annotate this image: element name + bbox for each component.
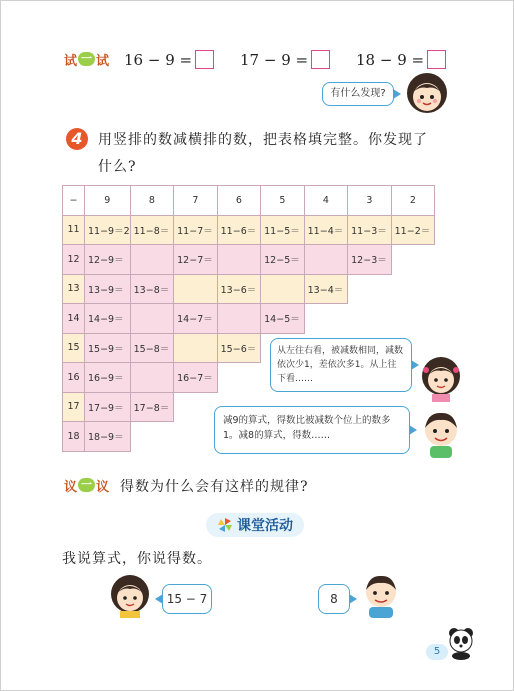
table-cell: 11−2＝ bbox=[391, 215, 435, 245]
equation-1 bbox=[124, 50, 214, 69]
discover-bubble-text: 有什么发现? bbox=[330, 88, 386, 99]
table-row bbox=[63, 304, 435, 334]
table-cell: 16−7＝ bbox=[174, 363, 218, 393]
row-header: 13 bbox=[63, 274, 85, 304]
page-number bbox=[426, 644, 448, 660]
blank-space bbox=[348, 304, 392, 334]
discuss-text: 得数为什么会有这样的规律? bbox=[120, 479, 309, 495]
table-row bbox=[63, 245, 435, 275]
equation-3-text: 18 − 9 = bbox=[356, 50, 425, 69]
table-cell: 12−3＝ bbox=[348, 245, 392, 275]
table-cell: 18−9＝ bbox=[85, 422, 131, 452]
try-badge bbox=[62, 50, 111, 68]
table-cell: 11−9＝2 bbox=[85, 215, 131, 245]
answer-box-3[interactable] bbox=[427, 50, 446, 69]
discuss-badge-mid: 一 bbox=[78, 478, 95, 492]
empty-cell[interactable] bbox=[174, 333, 218, 363]
empty-cell[interactable] bbox=[130, 304, 174, 334]
try-badge-right: 试 bbox=[96, 53, 110, 69]
girl-speech-bubble bbox=[270, 338, 412, 392]
empty-cell[interactable] bbox=[174, 274, 218, 304]
table-cell: 11−5＝ bbox=[261, 215, 305, 245]
col-header: 9 bbox=[85, 186, 131, 216]
table-cell: 14−9＝ bbox=[85, 304, 131, 334]
girl-avatar-middle bbox=[420, 356, 462, 402]
discuss-badge-left: 议 bbox=[64, 479, 78, 495]
empty-cell[interactable] bbox=[304, 245, 348, 275]
col-header: 7 bbox=[174, 186, 218, 216]
blank-space bbox=[391, 274, 435, 304]
blank-space bbox=[391, 304, 435, 334]
empty-cell[interactable] bbox=[130, 245, 174, 275]
boy-speech-bubble bbox=[214, 406, 410, 454]
col-header: 6 bbox=[217, 186, 261, 216]
table-cell: 13−8＝ bbox=[130, 274, 174, 304]
table-cell: 12−9＝ bbox=[85, 245, 131, 275]
table-corner: − bbox=[63, 186, 85, 216]
blank-space bbox=[391, 245, 435, 275]
row-header: 14 bbox=[63, 304, 85, 334]
blank-space bbox=[174, 422, 218, 452]
discover-bubble bbox=[322, 82, 394, 106]
table-cell: 13−6＝ bbox=[217, 274, 261, 304]
blank-space bbox=[304, 304, 348, 334]
row-header: 17 bbox=[63, 392, 85, 422]
discuss-badge bbox=[62, 476, 111, 494]
table-cell: 17−9＝ bbox=[85, 392, 131, 422]
blank-space bbox=[217, 363, 261, 393]
table-row bbox=[63, 215, 435, 245]
girl-avatar-top bbox=[406, 72, 448, 114]
problem-number: 4 bbox=[71, 129, 83, 148]
table-cell: 14−5＝ bbox=[261, 304, 305, 334]
class-activity-title: 课堂活动 bbox=[237, 518, 293, 534]
equation-2-text: 17 − 9 = bbox=[240, 50, 309, 69]
table-cell: 11−6＝ bbox=[217, 215, 261, 245]
table-cell: 12−5＝ bbox=[261, 245, 305, 275]
table-cell: 15−8＝ bbox=[130, 333, 174, 363]
col-header: 8 bbox=[130, 186, 174, 216]
table-cell: 15−6＝ bbox=[217, 333, 261, 363]
problem-text-line2: 什么? bbox=[98, 159, 137, 175]
class-activity-heading bbox=[206, 513, 304, 537]
panda-icon bbox=[446, 626, 476, 660]
table-cell: 13−9＝ bbox=[85, 274, 131, 304]
boy-avatar-middle bbox=[420, 408, 462, 458]
girl-avatar-bottom bbox=[108, 574, 152, 618]
row-header: 12 bbox=[63, 245, 85, 275]
blank-space bbox=[174, 392, 218, 422]
table-row bbox=[63, 274, 435, 304]
equation-2 bbox=[240, 50, 330, 69]
table-cell: 17−8＝ bbox=[130, 392, 174, 422]
equation-3 bbox=[356, 50, 446, 69]
table-header-row bbox=[63, 186, 435, 216]
col-header: 4 bbox=[304, 186, 348, 216]
problem-text-line1: 用竖排的数减横排的数，把表格填完整。你发现了 bbox=[98, 132, 428, 148]
pinwheel-icon bbox=[217, 517, 233, 533]
table-cell: 12−7＝ bbox=[174, 245, 218, 275]
girl-speech-text: 从左往右看，被减数相同，减数依次少1，差依次多1。从上往下看…… bbox=[277, 346, 404, 384]
discuss-badge-right: 议 bbox=[96, 479, 110, 495]
try-badge-left: 试 bbox=[64, 53, 78, 69]
activity-instruction: 我说算式，你说得数。 bbox=[62, 551, 212, 567]
page-number-text: 5 bbox=[433, 646, 441, 657]
equation-1-text: 16 − 9 = bbox=[124, 50, 193, 69]
table-cell: 11−7＝ bbox=[174, 215, 218, 245]
answer-box-1[interactable] bbox=[195, 50, 214, 69]
answer-text: 8 bbox=[330, 592, 338, 606]
empty-cell[interactable] bbox=[217, 304, 261, 334]
expression-text: 15 − 7 bbox=[166, 592, 208, 606]
boy-avatar-bottom bbox=[360, 572, 402, 618]
row-header: 15 bbox=[63, 333, 85, 363]
answer-bubble bbox=[318, 584, 350, 614]
col-header: 3 bbox=[348, 186, 392, 216]
empty-cell[interactable] bbox=[130, 363, 174, 393]
answer-box-2[interactable] bbox=[311, 50, 330, 69]
row-header: 16 bbox=[63, 363, 85, 393]
try-badge-mid: 一 bbox=[78, 52, 95, 66]
empty-cell[interactable] bbox=[261, 274, 305, 304]
table-cell: 14−7＝ bbox=[174, 304, 218, 334]
table-cell: 13−4＝ bbox=[304, 274, 348, 304]
table-cell: 15−9＝ bbox=[85, 333, 131, 363]
boy-speech-text: 减9的算式，得数比被减数个位上的数多1。减8的算式，得数…… bbox=[223, 415, 391, 441]
table-cell: 16−9＝ bbox=[85, 363, 131, 393]
row-header: 18 bbox=[63, 422, 85, 452]
expression-bubble bbox=[162, 584, 212, 614]
empty-cell[interactable] bbox=[217, 245, 261, 275]
blank-space bbox=[348, 274, 392, 304]
problem-number-badge bbox=[66, 128, 88, 150]
col-header: 5 bbox=[261, 186, 305, 216]
table-cell: 11−8＝ bbox=[130, 215, 174, 245]
table-cell: 11−3＝ bbox=[348, 215, 392, 245]
table-cell: 11−4＝ bbox=[304, 215, 348, 245]
blank-space bbox=[130, 422, 174, 452]
row-header: 11 bbox=[63, 215, 85, 245]
col-header: 2 bbox=[391, 186, 435, 216]
